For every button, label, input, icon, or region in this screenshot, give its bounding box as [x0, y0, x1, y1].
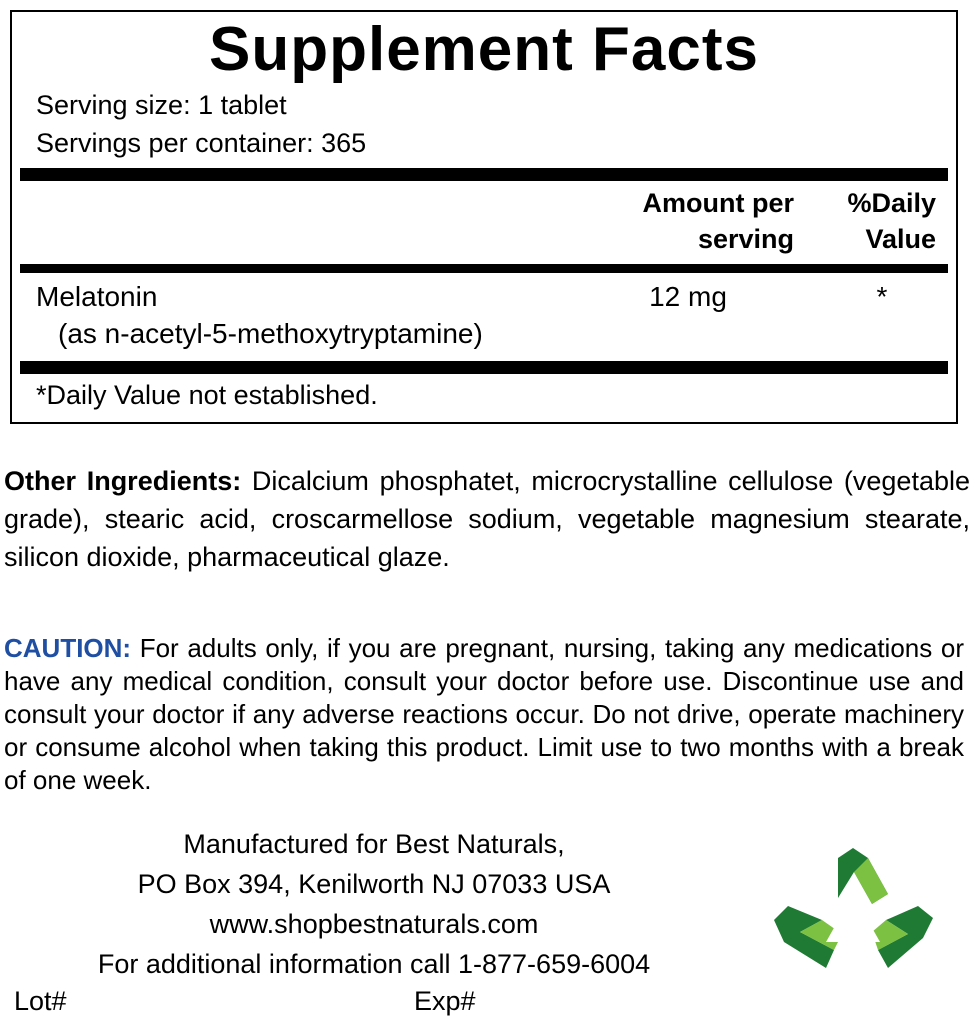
amount-header-line2: serving — [697, 224, 794, 254]
table-row — [12, 273, 956, 315]
other-ingredients-label: Other Ingredients: — [4, 466, 242, 496]
manufacturer-address: PO Box 394, Kenilworth NJ 07033 USA — [137, 869, 611, 899]
manufacturer-block — [4, 824, 744, 984]
column-headers-row — [12, 181, 956, 261]
serving-size-text: Serving size: 1 tablet — [36, 90, 287, 120]
dv-header-line1: %Daily — [847, 188, 936, 218]
caution-label: CAUTION: — [4, 633, 132, 663]
nutrient-name: Melatonin — [36, 281, 158, 312]
supplement-facts-panel — [10, 10, 958, 424]
dv-header-line2: Value — [865, 224, 936, 254]
manufacturer-phone: For additional information call 1-877-659-6004 — [97, 949, 651, 979]
caution-text: For adults only, if you are pregnant, nursing, taking any medications or have any medical condition, consult your doctor before use. Discontinue use and consult your doctor if any adverse reactions occur. Do not drive, operate machinery or consume alcohol when taking this product. Limit use to two months with a break of one week. — [4, 633, 964, 795]
caution-block — [4, 632, 964, 797]
manufacturer-line1: Manufactured for Best Naturals, — [183, 829, 565, 859]
servings-per-container-text: Servings per container: 365 — [36, 128, 367, 158]
daily-value-footnote: *Daily Value not established. — [36, 380, 378, 410]
supplement-facts-title: Supplement Facts — [209, 15, 759, 84]
nutrient-daily-value: * — [876, 281, 888, 312]
divider-med-under-headers — [20, 264, 948, 273]
other-ingredients-block — [4, 462, 970, 576]
daily-value-header — [808, 185, 946, 257]
divider-thick-top — [20, 168, 948, 181]
exp-label: Exp# — [414, 986, 476, 1016]
nutrient-amount: 12 mg — [649, 281, 727, 312]
recycle-icon — [768, 846, 938, 986]
manufacturer-website[interactable]: www.shopbestnaturals.com — [209, 909, 539, 939]
divider-thick-bottom — [20, 361, 948, 374]
nutrient-sub-name: (as n-acetyl-5-methoxytryptamine) — [58, 318, 483, 349]
other-ingredients-text: Dicalcium phosphatet, microcrystalline cellulose (vegetable grade), stearic acid, croscarmellose sodium, vegetable magnesium stearate, silicon dioxide, pharmaceutical glaze. — [4, 466, 970, 572]
amount-header-line1: Amount per — [642, 188, 794, 218]
lot-label: Lot# — [14, 986, 67, 1016]
amount-per-serving-header — [534, 185, 808, 257]
